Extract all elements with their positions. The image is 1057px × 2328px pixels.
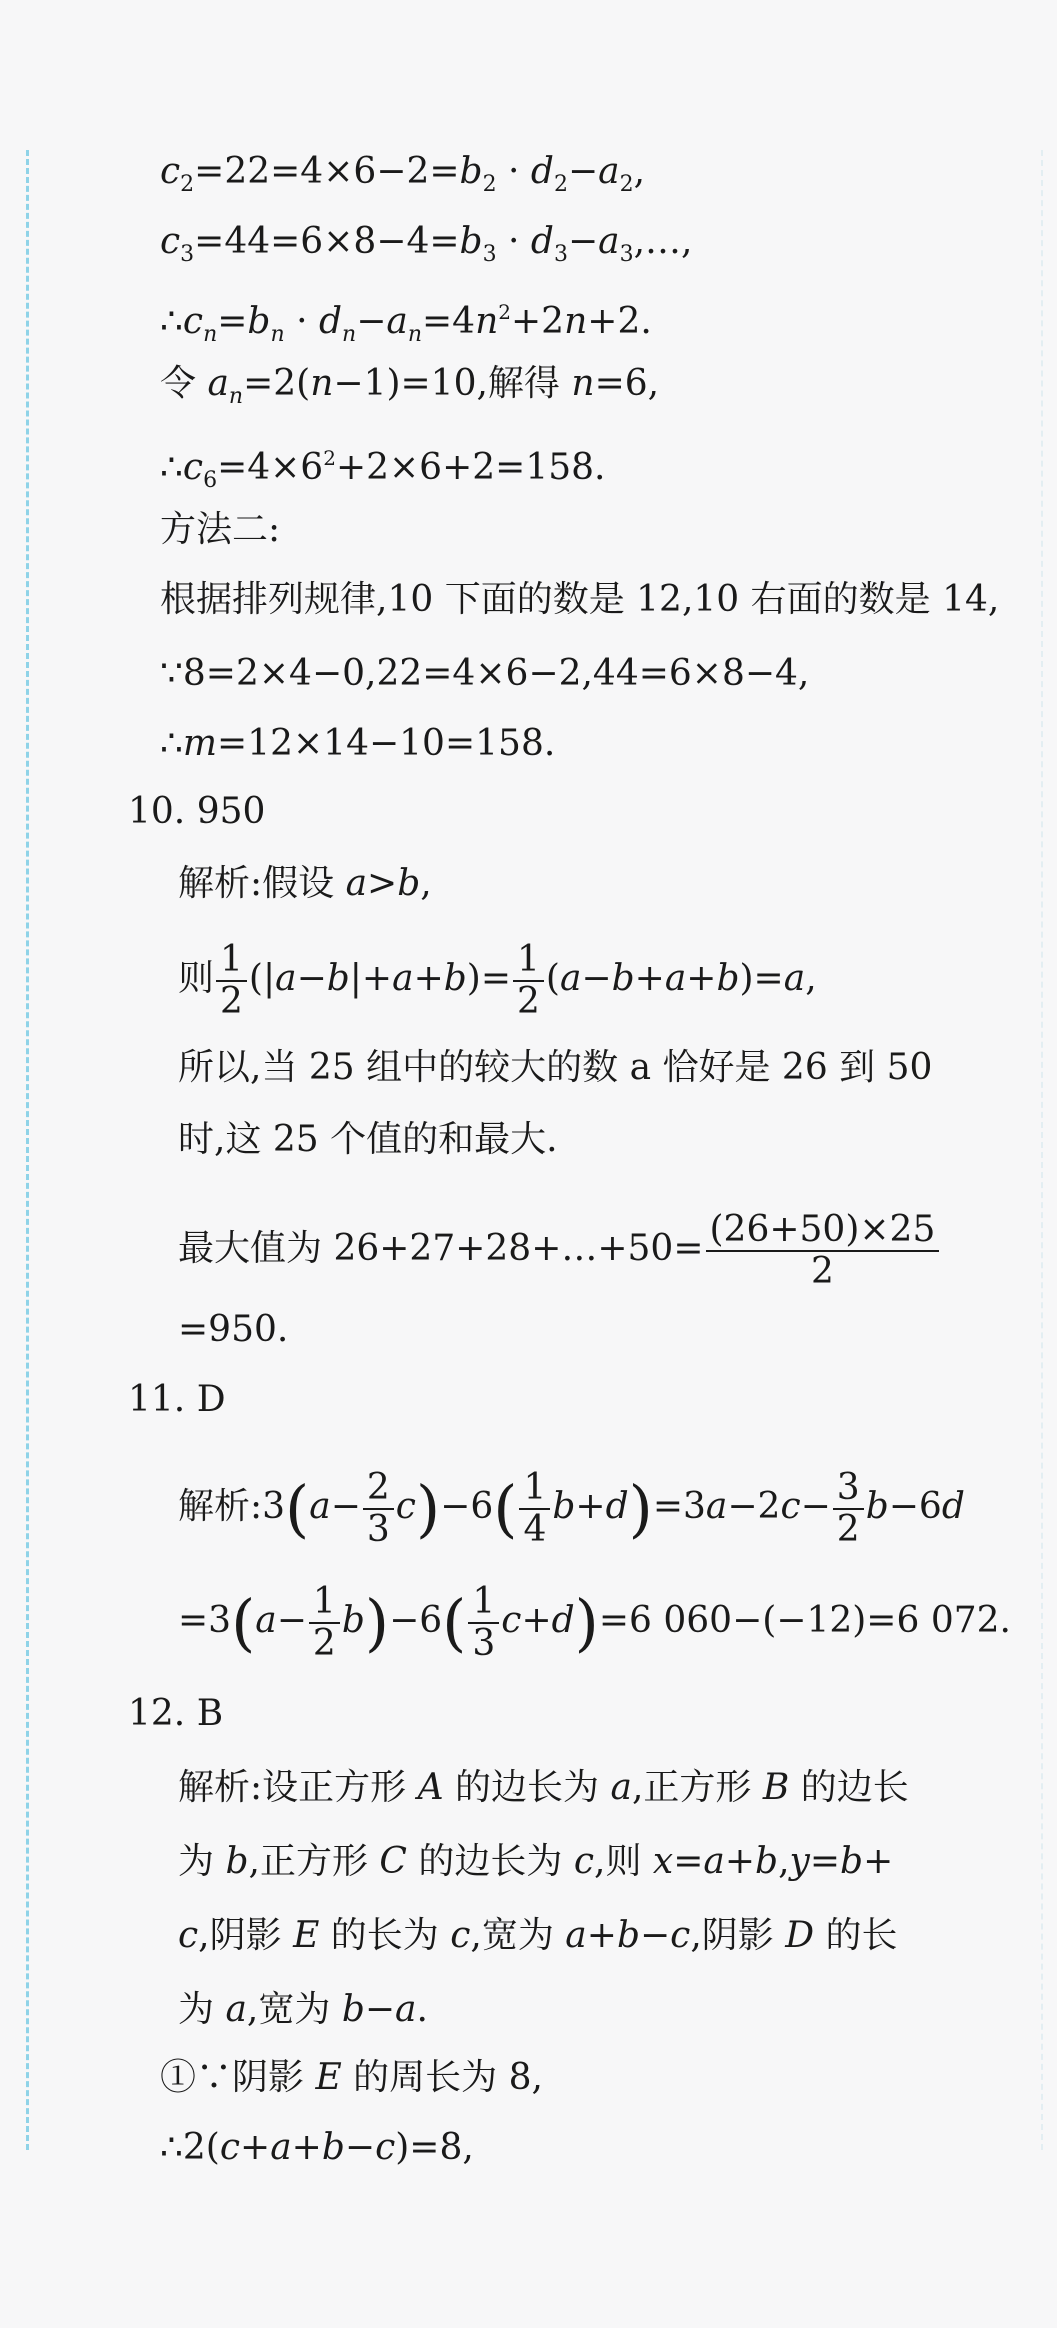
fraction-denominator: 2 bbox=[706, 1250, 940, 1292]
fraction-numerator: (26+50)×25 bbox=[709, 1209, 936, 1250]
formula-line: =3(a− $\frac{1}{2}$ b)−6( $\frac{1}{3}$ c+d)=6 060−(−12)=6 072. bbox=[178, 1581, 1011, 1664]
page-edge-decoration bbox=[26, 150, 37, 2150]
question-number-10: 10. 950 bbox=[128, 791, 266, 832]
text-line: 根据排列规律,10 下面的数是 12,10 右面的数是 14, bbox=[160, 579, 1000, 620]
text-line: 令 $a_n=2(n-1)=10$,解得 n=6, bbox=[160, 363, 660, 409]
text-line: $c_3=44=6\times 8-4=b_3$ · $d_3-a_3,\dots$, bbox=[160, 221, 693, 267]
formula-line: 解析:3(a− $\frac{2}{3}$ c)−6( $\frac{1}{4}$ b+d)=3a−2c− $\frac{3}{2}$ b−6d bbox=[178, 1467, 965, 1550]
text-line: ∴m=12×14−10=158. bbox=[160, 723, 556, 764]
text-line: 时,这 25 个值的和最大. bbox=[178, 1119, 558, 1160]
text-line: $\therefore c_n=b_n \cdot d_n-a_n=4n^2+2n+2$. bbox=[160, 300, 652, 347]
text-line: 为 b,正方形 C 的边长为 c,则 x=a+b,y=b+ bbox=[178, 1841, 894, 1882]
text-line: 解析:假设 a>b, bbox=[178, 863, 432, 904]
text-line: ∴2(c+a+b−c)=8, bbox=[160, 2127, 474, 2168]
formula-line bbox=[178, 1210, 941, 1292]
text-line: 所以,当 25 组中的较大的数 a 恰好是 26 到 50 bbox=[178, 1047, 933, 1088]
text-line: $\therefore c_6=4\times 6^2+2\times 6+2=158$. bbox=[160, 446, 606, 493]
text-segment: 最大值为 26+27+28+…+50= bbox=[178, 1228, 704, 1269]
text-line: 解析:设正方形 A 的边长为 a,正方形 B 的边长 bbox=[178, 1767, 909, 1808]
text-line: ∵8=2×4−0,22=4×6−2,44=6×8−4, bbox=[160, 653, 810, 694]
method-two-heading: 方法二: bbox=[160, 509, 281, 550]
page-edge-decoration-right bbox=[1035, 150, 1043, 2150]
question-number-12: 12. B bbox=[128, 1693, 224, 1734]
formula-line: 则 $\frac{1}{2}$ (|a−b|+a+b)= $\frac{1}{2}$ (a−b+a+b)=a, bbox=[178, 939, 817, 1022]
question-number-11: 11. D bbox=[128, 1379, 226, 1420]
text-line: ①∵阴影 E 的周长为 8, bbox=[160, 2057, 543, 2098]
text-line: c,阴影 E 的长为 c,宽为 a+b−c,阴影 D 的长 bbox=[178, 1915, 898, 1956]
text-line: $c_2=22=4\times 6-2=b_2 \cdot d_2-a_2$, bbox=[160, 151, 646, 197]
text-line: 为 a,宽为 b−a. bbox=[178, 1989, 428, 2030]
text-line: =950. bbox=[178, 1309, 289, 1350]
